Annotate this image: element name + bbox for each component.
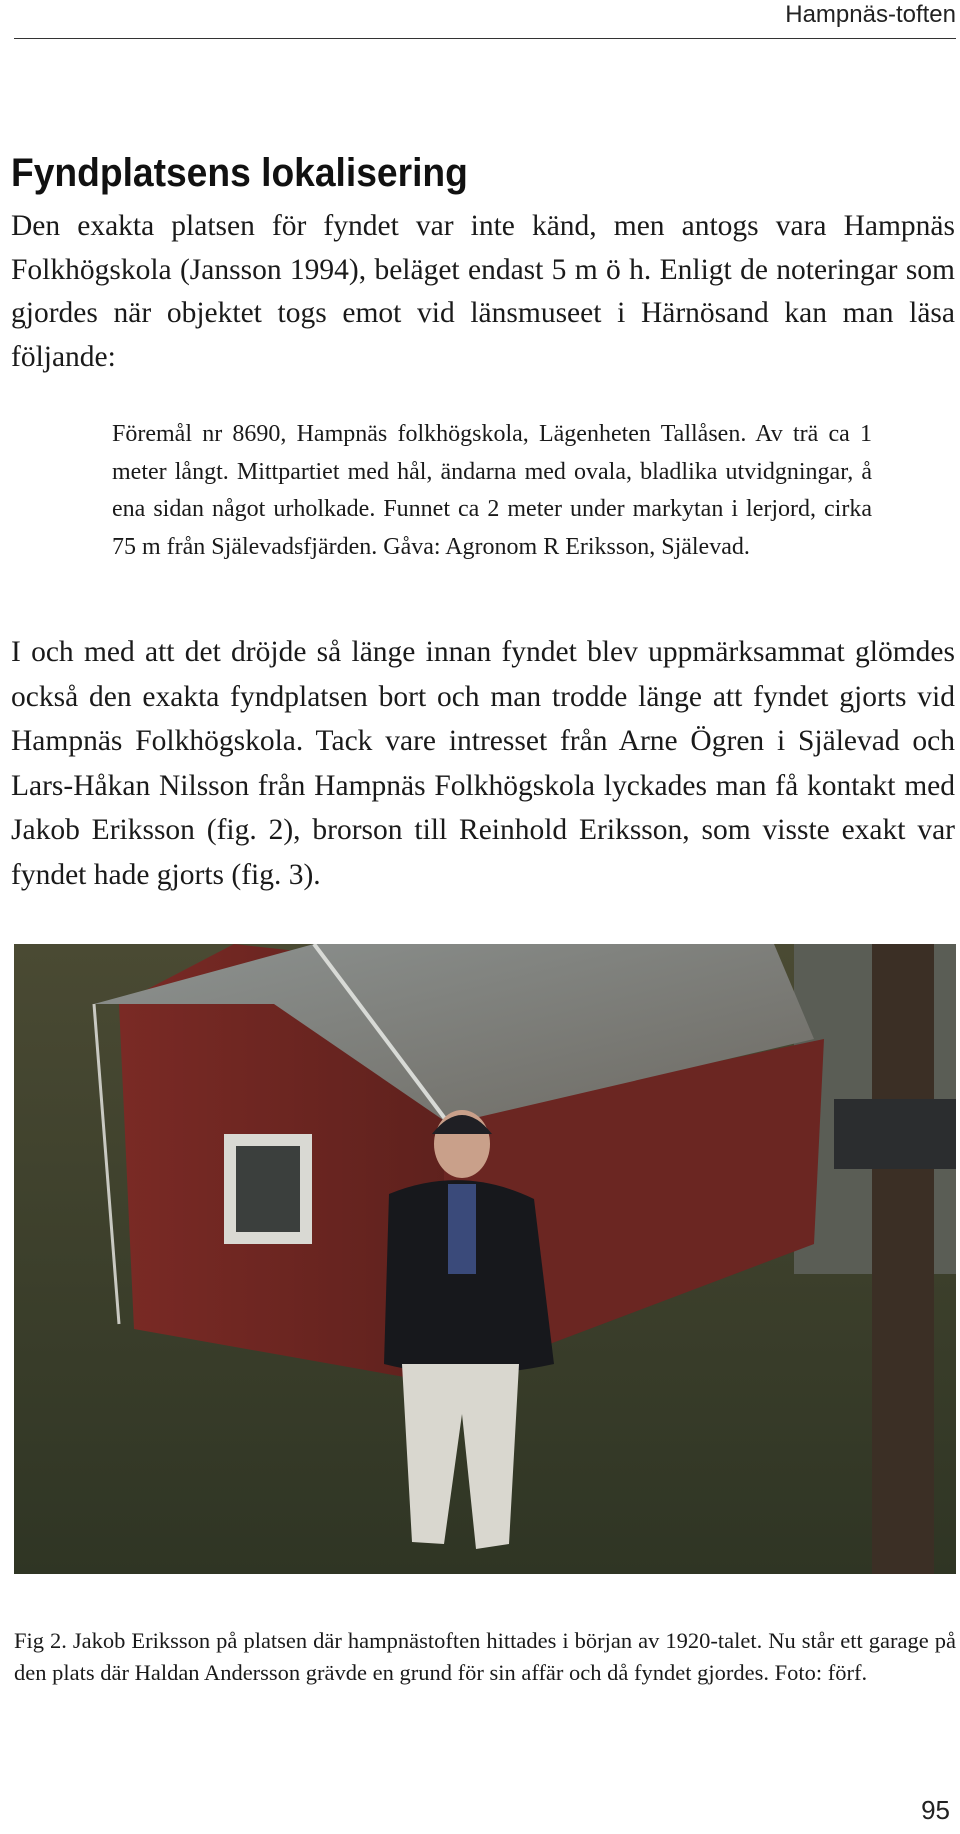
parked-car	[834, 1099, 956, 1169]
header-rule	[14, 38, 956, 39]
figure-photo	[14, 944, 956, 1574]
tree-trunk	[872, 944, 934, 1574]
running-header-title: Hampnäs-toften	[785, 1, 956, 28]
figure-caption: Fig 2. Jakob Eriksson på platsen där hampnästoften hittades i början av 1920-talet. Nu står ett garage på den plats där Haldan Andersson grävde en grund för sin affär och då fyndet gjordes. Foto: förf.	[14, 1628, 956, 1685]
page-number: 95	[921, 1795, 950, 1825]
photo-illustration	[14, 944, 956, 1574]
body-paragraph-1: Den exakta platsen för fyndet var inte känd, men antogs vara Hampnäs Folkhögskola (Jansson 1994), beläget endast 5 m ö h. Enligt de noteringar som gjordes när objektet togs emot vid länsmuseet i Härnösand kan man läsa följande:	[11, 210, 955, 373]
archive-quote: Föremål nr 8690, Hampnäs folkhögskola, Lägenheten Tallåsen. Av trä ca 1 meter långt. Mittpartiet med hål, ändarna med ovala, bladlika utvidgningar, å ena sidan något urholkade. Funnet ca 2 meter under markytan i lerjord, cirka 75 m från Själevadsfjärden. Gåva: Agronom R Eriksson, Själevad.	[112, 421, 872, 560]
body-paragraph-2: I och med att det dröjde så länge innan fyndet blev uppmärksammat glömdes också den exakta fyndplatsen bort och man trodde länge att fyndet gjorts vid Hampnäs Folkhögskola. Tack vare intresset från Arne Ögren i Själevad och Lars-Håkan Nilsson från Hampnäs Folkhögskola lyckades man få kontakt med Jakob Eriksson (fig. 2), brorson till Reinhold Eriksson, som visste exakt var fyndet hade gjorts (fig. 3).	[11, 636, 955, 891]
section-heading: Fyndplatsens lokalisering	[11, 151, 468, 195]
